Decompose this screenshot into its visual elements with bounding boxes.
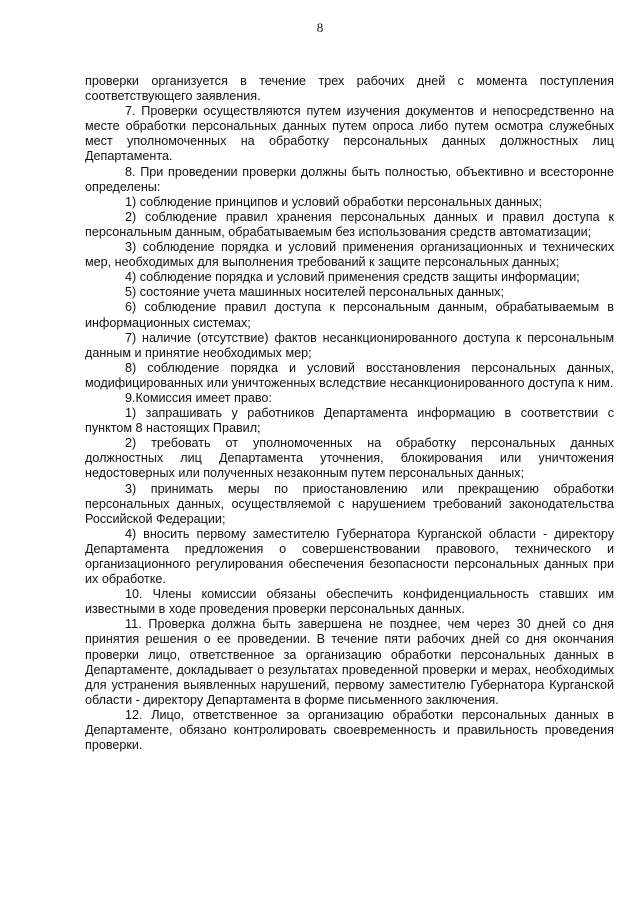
list-item-8-4: 4) соблюдение порядка и условий применения средств защиты информации;	[125, 270, 580, 285]
list-item-8-7: 7) наличие (отсутствие) фактов несанкционированного доступа к персональным данным и принятие необходимых мер;	[85, 330, 614, 360]
list-item-9-1: 1) запрашивать у работников Департамента информацию в соответствии с пунктом 8 настоящих Правил;	[85, 406, 614, 436]
document-body	[85, 74, 614, 753]
paragraph-9: 9.Комиссия имеет право:	[125, 390, 272, 405]
paragraph-10: 10. Члены комиссии обязаны обеспечить конфиденциальность ставших им известными в ходе проведения проверки персональных данных.	[85, 587, 614, 617]
list-item-8-1: 1) соблюдение принципов и условий обработки персональных данных;	[125, 194, 542, 209]
paragraph-8: 8. При проведении проверки должны быть полностью, объективно и всесторонне определены:	[85, 164, 614, 194]
list-item-8-5: 5) состояние учета машинных носителей персональных данных;	[125, 285, 504, 300]
list-item-8-8: 8) соблюдение порядка и условий восстановления персональных данных, модифицированных или уничтоженных вследствие несанкционированного доступа к ним.	[85, 360, 614, 390]
paragraph-12: 12. Лицо, ответственное за организацию обработки персональных данных в Департаменте, обязано контролировать своевременность и правильность проведения проверки.	[85, 707, 614, 753]
paragraph-continuation: проверки организуется в течение трех рабочих дней с момента поступления соответствующего заявления.	[85, 74, 614, 104]
page-number: 8	[316, 20, 324, 35]
list-item-9-3: 3) принимать меры по приостановлению или прекращению обработки персональных данных, осуществляемой с нарушением требований законодательства Российской Федерации;	[85, 481, 614, 526]
list-item-8-3: 3) соблюдение порядка и условий применения организационных и технических мер, необходимых для выполнения требований к защите персональных данных;	[85, 240, 614, 270]
paragraph-7: 7. Проверки осуществляются путем изучения документов и непосредственно на месте обработки персональных данных путем опроса либо путем осмотра служебных мест уполномоченных на обработку персональных данных должностных лиц Департамента.	[85, 104, 614, 164]
list-item-9-4: 4) вносить первому заместителю Губернатора Курганской области - директору Департамента предложения о совершенствовании правового, технического и организационного регулирования обеспечения безопасности персональных данных при их обработке.	[85, 526, 614, 587]
list-item-8-2: 2) соблюдение правил хранения персональных данных и правил доступа к персональным данным, обрабатываемым без использования средств автоматизации;	[85, 209, 614, 239]
list-item-9-2: 2) требовать от уполномоченных на обработку персональных данных должностных лиц Департамента уточнения, блокирования или уничтожения недостоверных или полученных незаконным путем персональных данных;	[85, 436, 614, 481]
paragraph-11: 11. Проверка должна быть завершена не позднее, чем через 30 дней со дня принятия решения о ее проведении. В течение пяти рабочих дней со дня окончания проверки лицо, ответственное за организацию обработки персональных данных в Департаменте, докладывает о результатах проведенной проверки и мерах, необходимых для устранения выявленных нарушений, первому заместителю Губернатора Курганской области - директору Департамента в форме письменного заключения.	[85, 617, 614, 707]
list-item-8-6: 6) соблюдение правил доступа к персональным данным, обрабатываемым в информационных системах;	[85, 300, 614, 330]
